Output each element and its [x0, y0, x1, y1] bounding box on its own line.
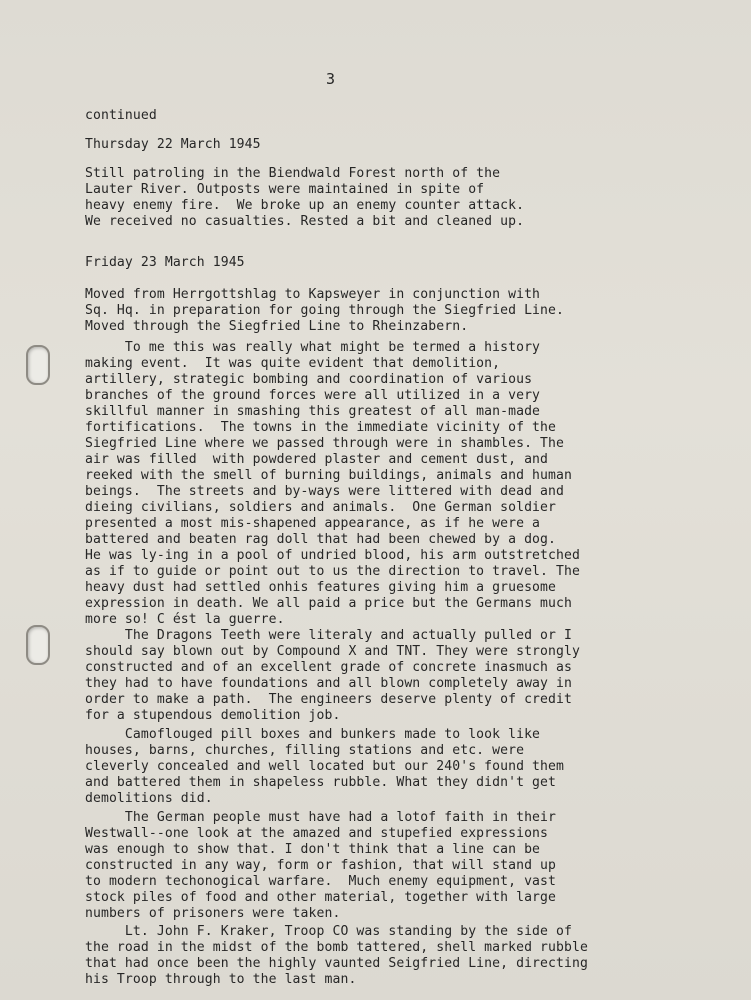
body-line: We received no casualties. Rested a bit and cleaned up.	[85, 214, 525, 229]
body-line: Lt. John F. Kraker, Troop CO was standing by the side of	[85, 924, 572, 939]
entry-date-thursday: Thursday 22 March 1945	[85, 137, 261, 152]
body-line: Sq. Hq. in preparation for going through the Siegfried Line.	[85, 303, 564, 318]
body-line: numbers of prisoners were taken.	[85, 906, 341, 921]
body-line: stock piles of food and other material, together with large	[85, 890, 557, 905]
body-line: to modern techonogical warfare. Much enemy equipment, vast	[85, 874, 557, 889]
page-number: 3	[326, 70, 336, 88]
body-line: cleverly concealed and well located but our 240's found them	[85, 759, 564, 774]
body-line: air was filled with powdered plaster and cement dust, and	[85, 452, 549, 467]
body-line: skillful manner in smashing this greatest of all man-made	[85, 404, 541, 419]
body-line: The German people must have had a lotof faith in their	[85, 810, 557, 825]
body-line: making event. It was quite evident that demolition,	[85, 356, 501, 371]
body-line: He was ly-ing in a pool of undried blood, his arm outstretched	[85, 548, 580, 563]
punch-hole-bottom	[26, 625, 50, 665]
body-line: heavy enemy fire. We broke up an enemy counter attack.	[85, 198, 525, 213]
body-line: Westwall--one look at the amazed and stupefied expressions	[85, 826, 549, 841]
body-line: fortifications. The towns in the immediate vicinity of the	[85, 420, 557, 435]
body-line: houses, barns, churches, filling stations and etc. were	[85, 743, 525, 758]
body-line: constructed and of an excellent grade of concrete inasmuch as	[85, 660, 572, 675]
body-line: Still patroling in the Biendwald Forest north of the	[85, 166, 501, 181]
body-line: Camoflouged pill boxes and bunkers made to look like	[85, 727, 541, 742]
body-line: should say blown out by Compound X and TNT. They were strongly	[85, 644, 580, 659]
body-line: they had to have foundations and all blown completely away in	[85, 676, 572, 691]
body-line: battered and beaten rag doll that had been chewed by a dog.	[85, 532, 557, 547]
body-line: as if to guide or point out to us the direction to travel. The	[85, 564, 580, 579]
entry-date-friday: Friday 23 March 1945	[85, 255, 245, 270]
body-line: was enough to show that. I don't think that a line can be	[85, 842, 541, 857]
body-line: and battered them in shapeless rubble. What they didn't get	[85, 775, 557, 790]
body-line: The Dragons Teeth were literaly and actually pulled or I	[85, 628, 572, 643]
body-line: Moved through the Siegfried Line to Rheinzabern.	[85, 319, 469, 334]
body-line: the road in the midst of the bomb tattered, shell marked rubble	[85, 940, 588, 955]
body-line: To me this was really what might be termed a history	[85, 340, 541, 355]
body-line: his Troop through to the last man.	[85, 972, 357, 987]
body-line: dieing civilians, soldiers and animals. One German soldier	[85, 500, 557, 515]
body-line: beings. The streets and by-ways were littered with dead and	[85, 484, 564, 499]
body-line: branches of the ground forces were all utilized in a very	[85, 388, 541, 403]
body-line: expression in death. We all paid a price but the Germans much	[85, 596, 572, 611]
body-line: heavy dust had settled onhis features giving him a gruesome	[85, 580, 557, 595]
body-line: artillery, strategic bombing and coordination of various	[85, 372, 533, 387]
body-line: presented a most mis-shapened appearance, as if he were a	[85, 516, 541, 531]
body-line: Lauter River. Outposts were maintained in spite of	[85, 182, 485, 197]
body-line: for a stupendous demolition job.	[85, 708, 341, 723]
body-line: that had once been the highly vaunted Seigfried Line, directing	[85, 956, 588, 971]
body-line: reeked with the smell of burning buildings, animals and human	[85, 468, 572, 483]
punch-hole-top	[26, 345, 50, 385]
body-line: Moved from Herrgottshlag to Kapsweyer in conjunction with	[85, 287, 541, 302]
continued-heading: continued	[85, 108, 157, 123]
body-line: demolitions did.	[85, 791, 213, 806]
body-line: Siegfried Line where we passed through were in shambles. The	[85, 436, 564, 451]
body-line: constructed in any way, form or fashion, that will stand up	[85, 858, 557, 873]
body-line: order to make a path. The engineers deserve plenty of credit	[85, 692, 572, 707]
body-line: more so! C ést la guerre.	[85, 612, 285, 627]
